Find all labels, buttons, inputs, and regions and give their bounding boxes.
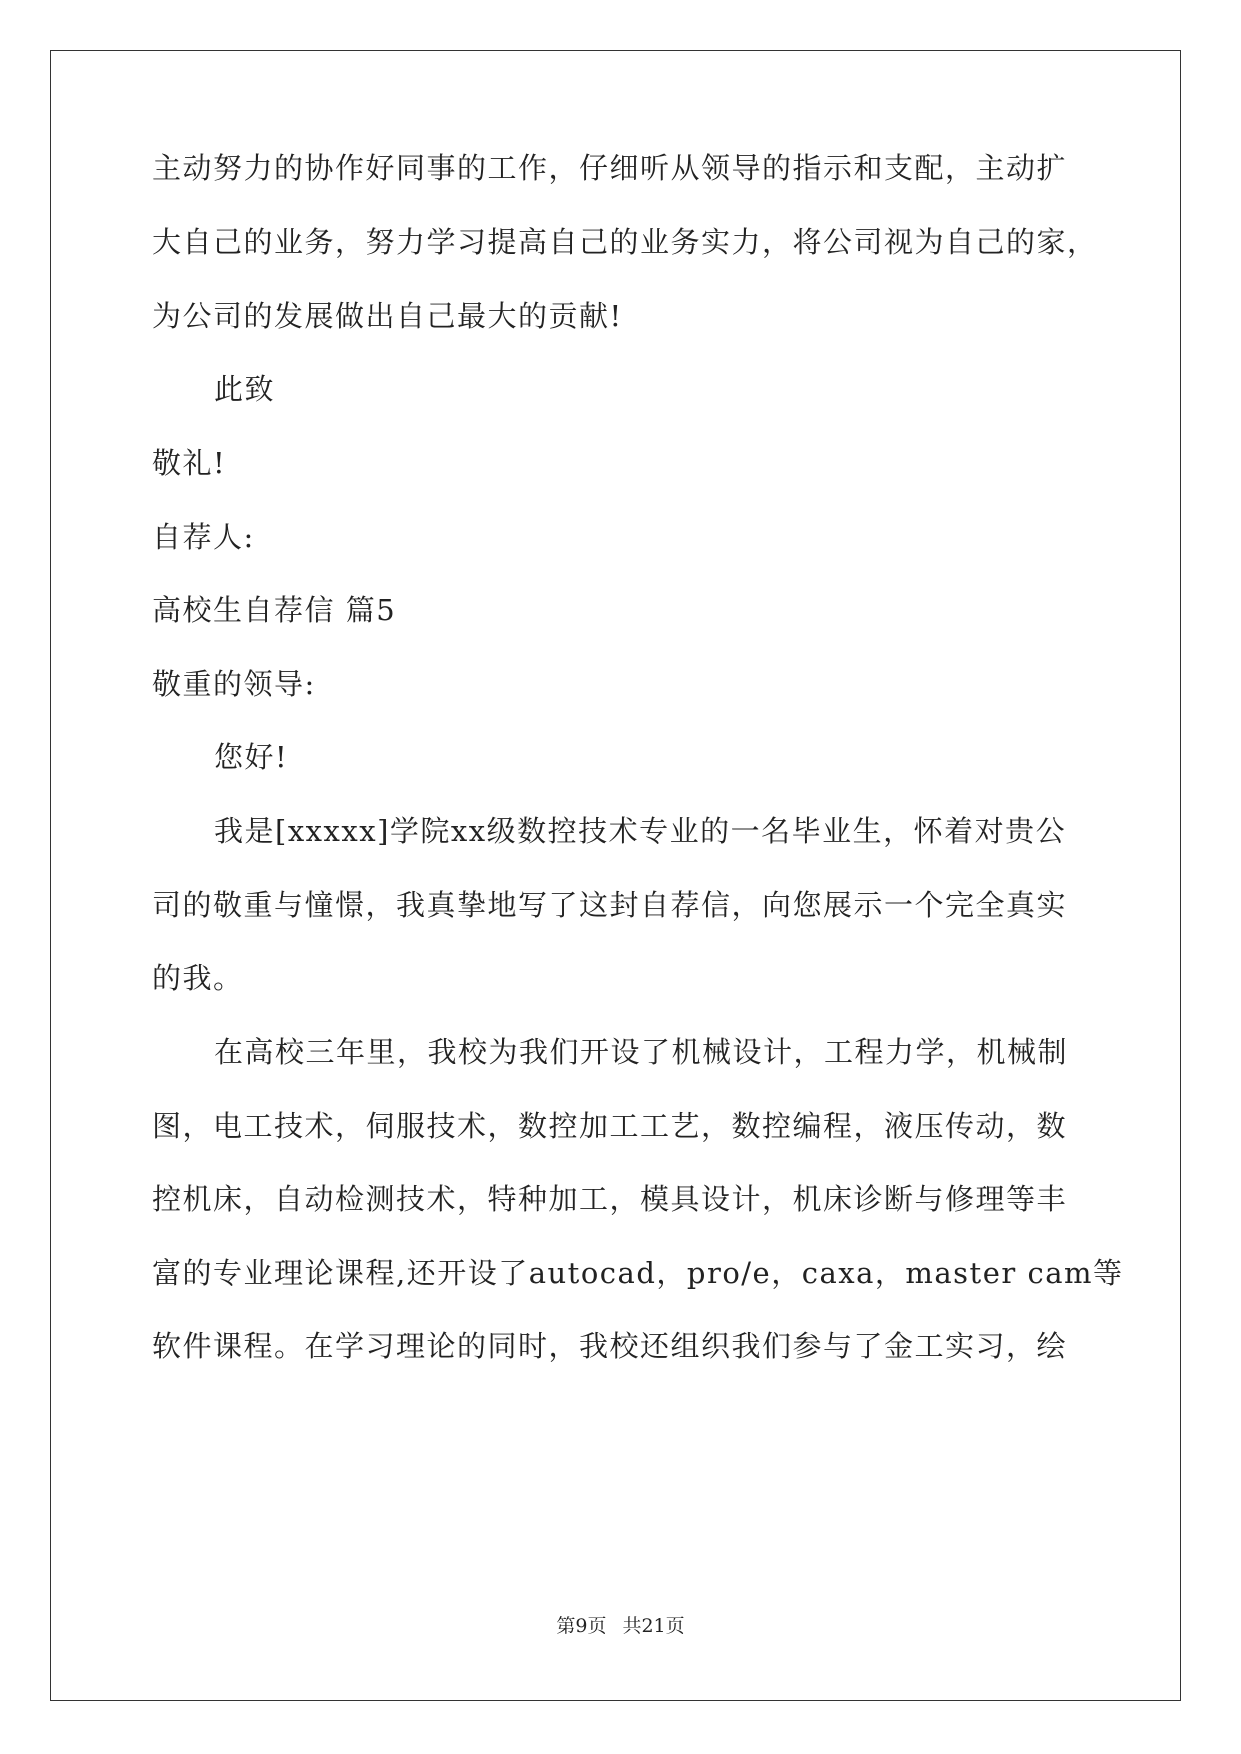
- closing-salute: 此致: [214, 372, 276, 406]
- paragraph-line: 为公司的发展做出自己最大的贡献!: [152, 299, 623, 333]
- intro-line: 我是[xxxxx]学院xx级数控技术专业的一名毕业生，怀着对贵公: [214, 814, 1067, 848]
- intro-line: 司的敬重与憧憬，我真挚地写了这封自荐信，向您展示一个完全真实: [152, 888, 1068, 922]
- courses-line: 图，电工技术，伺服技术，数控加工工艺，数控编程，液压传动，数: [152, 1109, 1068, 1143]
- section-title: 高校生自荐信 篇5: [152, 593, 397, 627]
- page-total: 共21页: [622, 1615, 685, 1637]
- courses-line: 富的专业理论课程,还开设了autocad，pro/e，caxa，master cam等: [152, 1256, 1124, 1290]
- salutation: 敬重的领导:: [152, 667, 316, 701]
- courses-line: 控机床，自动检测技术，特种加工，模具设计，机床诊断与修理等丰: [152, 1182, 1068, 1216]
- greeting: 您好!: [214, 740, 289, 774]
- closing-regards: 敬礼!: [152, 446, 227, 480]
- intro-line: 的我。: [152, 961, 244, 995]
- page-footer: [0, 1614, 1241, 1638]
- paragraph-line: 主动努力的协作好同事的工作，仔细听从领导的指示和支配，主动扩: [152, 151, 1068, 185]
- courses-line: 在高校三年里，我校为我们开设了机械设计，工程力学，机械制: [214, 1035, 1069, 1069]
- page-number: 第9页: [556, 1615, 607, 1637]
- paragraph-line: 大自己的业务，努力学习提高自己的业务实力，将公司视为自己的家，: [152, 225, 1098, 259]
- courses-line: 软件课程。在学习理论的同时，我校还组织我们参与了金工实习，绘: [152, 1329, 1068, 1363]
- signature-label: 自荐人:: [152, 520, 255, 554]
